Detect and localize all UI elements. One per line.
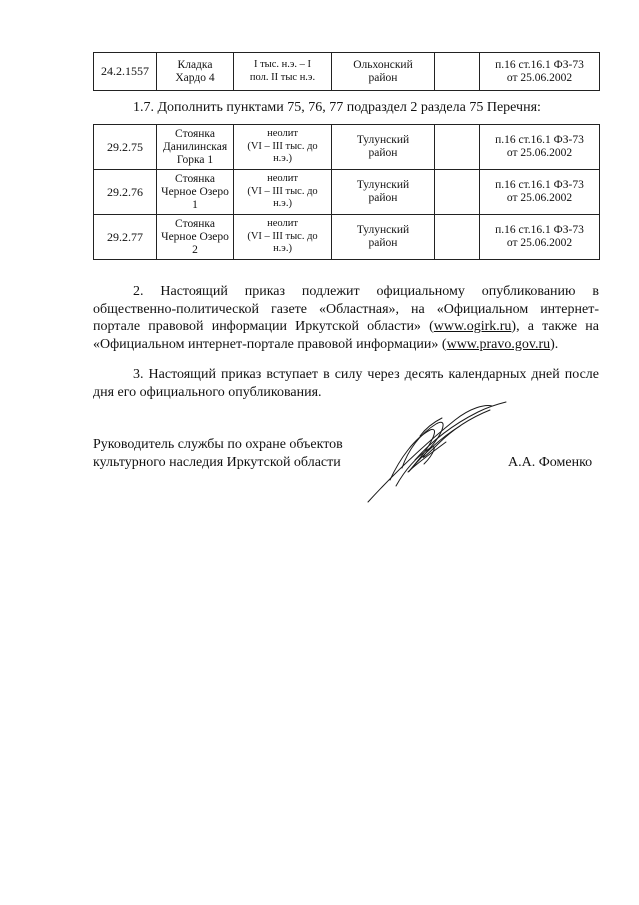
object-period: неолит (VI – III тыс. до н.э.): [234, 125, 332, 170]
object-name: Стоянка Данилинская Горка 1: [157, 125, 234, 170]
object-name: Стоянка Черное Озеро 1: [157, 170, 234, 215]
legal-basis: п.16 ст.16.1 ФЗ-73 от 25.06.2002: [480, 215, 600, 260]
empty-cell: [435, 215, 480, 260]
empty-cell: [435, 53, 480, 91]
object-number: 29.2.76: [94, 170, 157, 215]
object-name: Кладка Хардо 4: [157, 53, 234, 91]
object-number: 29.2.77: [94, 215, 157, 260]
object-location: Тулунский район: [332, 125, 435, 170]
object-location: Тулунский район: [332, 215, 435, 260]
ogirk-link[interactable]: www.ogirk.ru: [433, 319, 512, 334]
pravo-link[interactable]: www.pravo.gov.ru: [446, 336, 551, 352]
object-number: 24.2.1557: [94, 53, 157, 91]
publication-clause: 2. Настоящий приказ подлежит официальному опубликованию в общественно-политической газете «Областная», на «Официальном интернет-портале правовой информации Иркутской области» (www.ogirk.ru), а также на «Официальном интернет-портале правовой информации» (www.pravo.gov.ru).: [93, 284, 599, 352]
section-heading: 1.7. Дополнить пунктами 75, 76, 77 подраздел 2 раздела 75 Перечня:: [133, 100, 541, 115]
object-period: неолит (VI – III тыс. до н.э.): [234, 170, 332, 215]
object-number: 29.2.75: [94, 125, 157, 170]
handwritten-signature-icon: [360, 398, 510, 506]
table-row: [94, 170, 600, 215]
signatory-name: А.А. Фоменко: [508, 455, 593, 470]
heritage-table-additions: [93, 124, 600, 260]
object-location: Тулунский район: [332, 170, 435, 215]
legal-basis: п.16 ст.16.1 ФЗ-73 от 25.06.2002: [480, 170, 600, 215]
empty-cell: [435, 125, 480, 170]
signatory-position: Руководитель службы по охране объектов культурного наследия Иркутской области: [93, 437, 343, 470]
object-location: Ольхонский район: [332, 53, 435, 91]
object-period: неолит (VI – III тыс. до н.э.): [234, 215, 332, 260]
effective-date-clause: 3. Настоящий приказ вступает в силу через десять календарных дней после дня его официального опубликования.: [93, 367, 599, 400]
empty-cell: [435, 170, 480, 215]
table-row: [94, 53, 600, 91]
heritage-table-continued: [93, 52, 600, 91]
table-row: [94, 125, 600, 170]
legal-basis: п.16 ст.16.1 ФЗ-73 от 25.06.2002: [480, 53, 600, 91]
object-period: I тыс. н.э. – I пол. II тыс н.э.: [234, 53, 332, 91]
legal-basis: п.16 ст.16.1 ФЗ-73 от 25.06.2002: [480, 125, 600, 170]
object-name: Стоянка Черное Озеро 2: [157, 215, 234, 260]
table-row: [94, 215, 600, 260]
